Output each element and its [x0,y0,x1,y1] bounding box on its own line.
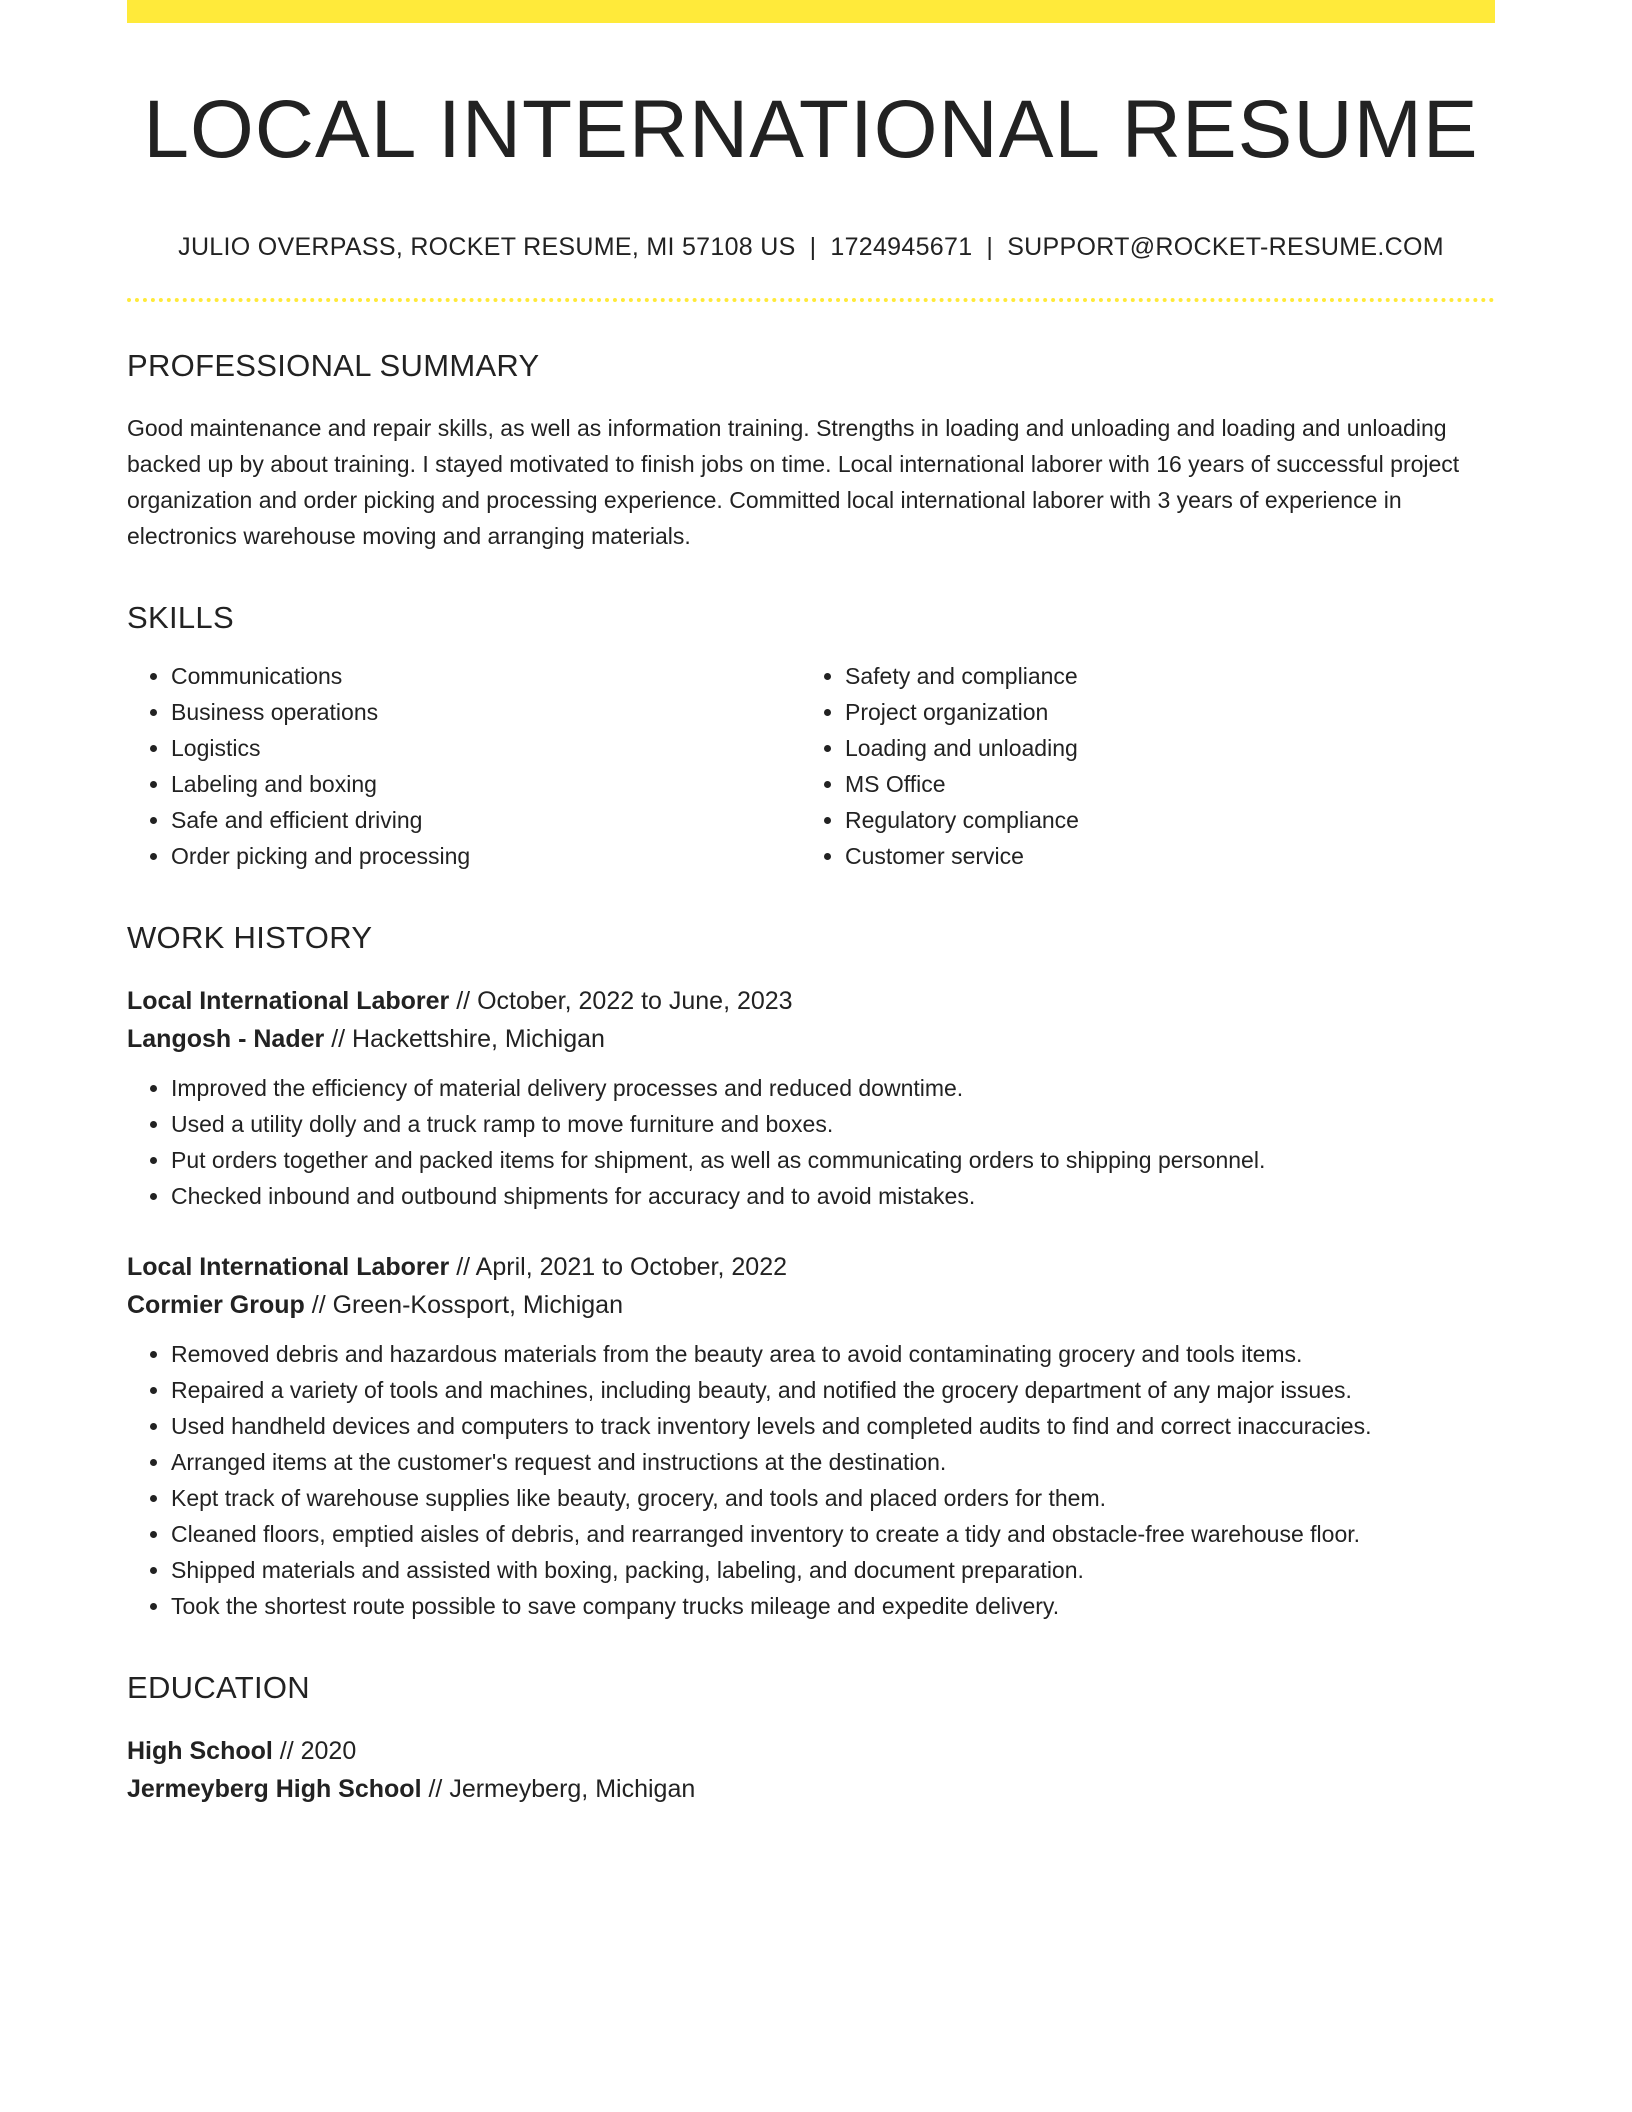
skills-columns [127,658,1495,874]
education-entry [127,1732,1495,1808]
top-accent-bar [127,0,1495,23]
skill-item: • Safety and compliance [845,658,1475,694]
job-bullet: • Used a utility dolly and a truck ramp to move furniture and boxes. [171,1106,1495,1142]
job-bullet: • Shipped materials and assisted with boxing, packing, labeling, and document preparation. [171,1552,1495,1588]
education-location: // Jermeyberg, Michigan [421,1775,696,1804]
skill-item: • Order picking and processing [171,838,801,874]
skills-right-column [801,658,1475,874]
job-company: Cormier Group [127,1291,305,1320]
education-degree-line [127,1732,1495,1770]
job-bullet: • Arranged items at the customer's request and instructions at the destination. [171,1444,1495,1480]
summary-section [127,348,1495,554]
job-bullet: • Kept track of warehouse supplies like beauty, grocery, and tools and placed orders for them. [171,1480,1495,1516]
skill-item: • Regulatory compliance [845,802,1475,838]
summary-text: Good maintenance and repair skills, as well as information training. Strengths in loading and unloading and loading and unloading backed up by about training. I stayed motivated to finish jobs on time. Local international laborer with 16 years of successful project organization and order picking and processing experience. Committed local international laborer with 3 years of experience in electronics warehouse moving and arranging materials. [127,415,1460,550]
education-school-line [127,1770,1495,1808]
resume-page [127,0,1495,1808]
job-title: Local International Laborer [127,987,450,1016]
skill-item: • Customer service [845,838,1475,874]
skill-item: • Loading and unloading [845,730,1475,766]
job-entry [127,1248,1495,1624]
job-entry [127,982,1495,1214]
education-section [127,1670,1495,1808]
skill-item: • Safe and efficient driving [171,802,801,838]
job-location: // Hackettshire, Michigan [324,1025,605,1054]
job-title: Local International Laborer [127,1253,450,1282]
job-title-line [127,982,1495,1020]
contact-separator: | [986,233,994,262]
job-company-line [127,1020,1495,1058]
education-heading: EDUCATION [127,1670,310,1706]
contact-email: SUPPORT@ROCKET-RESUME.COM [1007,233,1444,262]
skill-item: • Logistics [171,730,801,766]
education-year: // 2020 [272,1737,357,1766]
education-degree: High School [127,1737,273,1766]
work-history-section [127,920,1495,1624]
skill-item: • Business operations [171,694,801,730]
job-bullet: • Cleaned floors, emptied aisles of debris, and rearranged inventory to create a tidy and obstacle-free warehouse floor. [171,1516,1495,1552]
skill-item: • Project organization [845,694,1475,730]
summary-heading: PROFESSIONAL SUMMARY [127,348,540,384]
dotted-divider [127,298,1495,302]
contact-line [127,233,1495,262]
job-company: Langosh - Nader [127,1025,325,1054]
job-bullet: • Repaired a variety of tools and machines, including beauty, and notified the grocery department of any major issues. [171,1372,1495,1408]
job-bullets [127,1336,1495,1624]
job-bullet: • Improved the efficiency of material delivery processes and reduced downtime. [171,1070,1495,1106]
job-dates: // April, 2021 to October, 2022 [449,1253,788,1282]
job-company-line [127,1286,1495,1324]
job-location: // Green-Kossport, Michigan [304,1291,623,1320]
work-history-heading: WORK HISTORY [127,920,373,956]
job-dates: // October, 2022 to June, 2023 [449,987,793,1016]
job-bullet: • Removed debris and hazardous materials from the beauty area to avoid contaminating grocery and tools items. [171,1336,1495,1372]
skills-heading: SKILLS [127,600,234,636]
skills-left-column [127,658,801,874]
skill-item: • Communications [171,658,801,694]
contact-separator: | [809,233,817,262]
job-bullets [127,1070,1495,1214]
job-bullet: • Used handheld devices and computers to track inventory levels and completed audits to find and correct inaccuracies. [171,1408,1495,1444]
job-bullet: • Checked inbound and outbound shipments for accuracy and to avoid mistakes. [171,1178,1495,1214]
education-school: Jermeyberg High School [127,1775,422,1804]
skill-item: • Labeling and boxing [171,766,801,802]
contact-address: JULIO OVERPASS, ROCKET RESUME, MI 57108 US [178,233,796,262]
contact-phone: 1724945671 [830,233,973,262]
job-bullet: • Took the shortest route possible to save company trucks mileage and expedite delivery. [171,1588,1495,1624]
skill-item: • MS Office [845,766,1475,802]
resume-title: LOCAL INTERNATIONAL RESUME [143,84,1479,175]
skills-section [127,600,1495,874]
job-title-line [127,1248,1495,1286]
job-bullet: • Put orders together and packed items for shipment, as well as communicating orders to shipping personnel. [171,1142,1495,1178]
